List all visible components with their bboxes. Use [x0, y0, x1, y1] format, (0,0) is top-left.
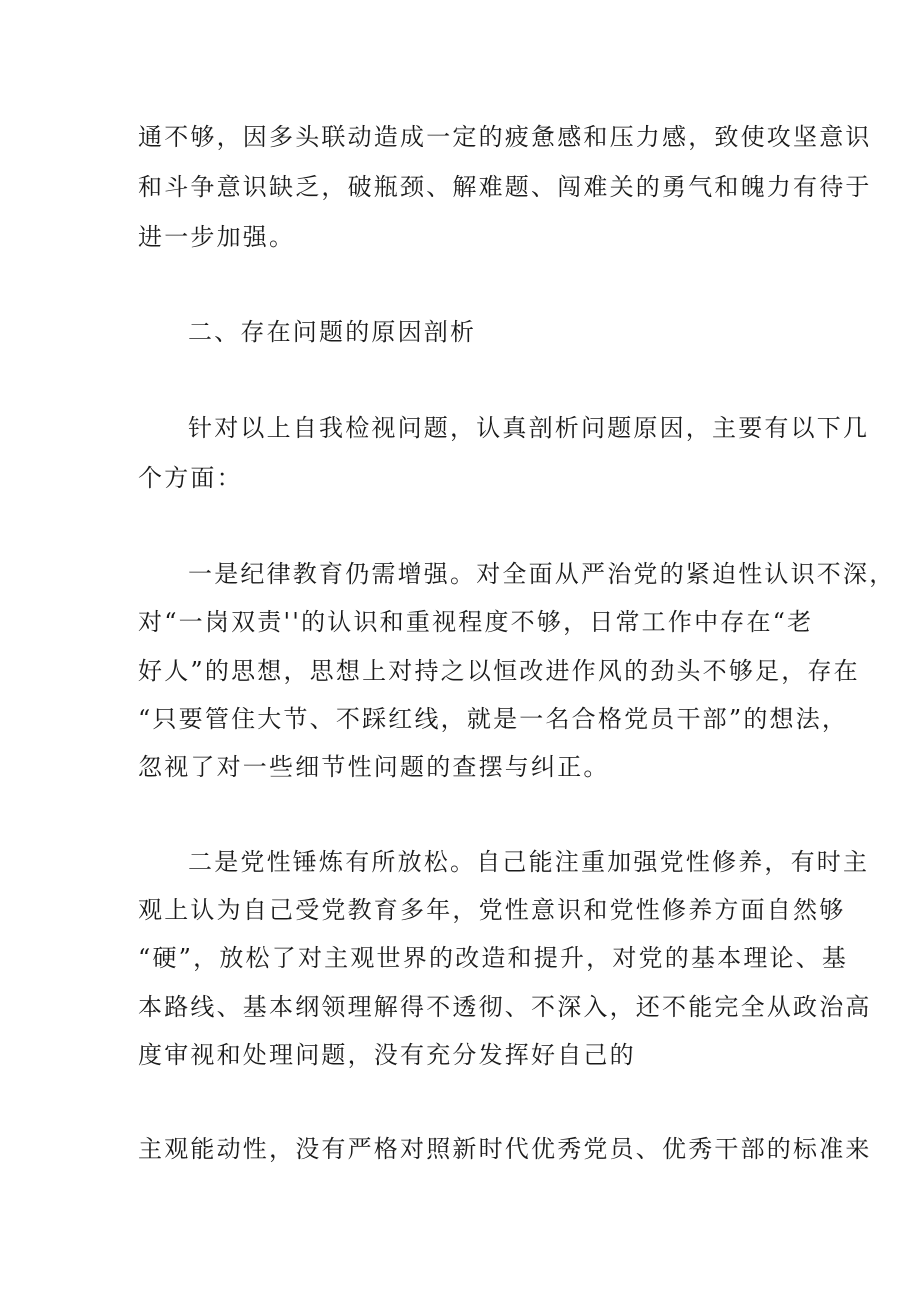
paragraph-line: 通不够，因多头联动造成一定的疲惫感和压力感，致使攻坚意识 — [138, 123, 872, 151]
point-one-line: 好人”的思想，思想上对持之以恒改进作风的劲头不够足，存在 — [138, 657, 860, 685]
point-two-line: 观上认为自己受党教育多年，党性意识和党性修养方面自然够 — [138, 896, 846, 924]
paragraph-line: 进一步加强。 — [138, 223, 296, 251]
point-two-line: “硬”，放松了对主观世界的改造和提升，对党的基本理论、基 — [138, 944, 849, 972]
point-one-line: 一是纪律教育仍需增强。对全面从严治党的紧迫性认识不深， — [188, 560, 896, 588]
point-one-line: 对“一岗双责''的认识和重视程度不够，日常工作中存在“老 — [138, 608, 814, 636]
point-one-line: “只要管住大节、不踩红线，就是一名合格党员干部”的想法， — [138, 705, 849, 733]
point-two-line: 度审视和处理问题，没有充分发挥好自己的 — [138, 1041, 636, 1069]
point-two-line: 二是党性锤炼有所放松。自己能注重加强党性修养，有时主 — [188, 848, 870, 876]
point-two-line: 本路线、基本纲领理解得不透彻、不深入，还不能完全从政治高 — [138, 993, 872, 1021]
point-two-continued-line: 主观能动性，没有严格对照新时代优秀党员、优秀干部的标准来 — [138, 1135, 872, 1163]
intro-line: 个方面： — [138, 464, 243, 492]
point-one-line: 忽视了对一些细节性问题的查摆与纠正。 — [138, 753, 610, 781]
paragraph-line: 和斗争意识缺乏，破瓶颈、解难题、闯难关的勇气和魄力有待于 — [138, 173, 872, 201]
intro-line: 针对以上自我检视问题，认真剖析问题原因，主要有以下几 — [188, 414, 870, 442]
section-heading: 二、存在问题的原因剖析 — [188, 318, 477, 346]
